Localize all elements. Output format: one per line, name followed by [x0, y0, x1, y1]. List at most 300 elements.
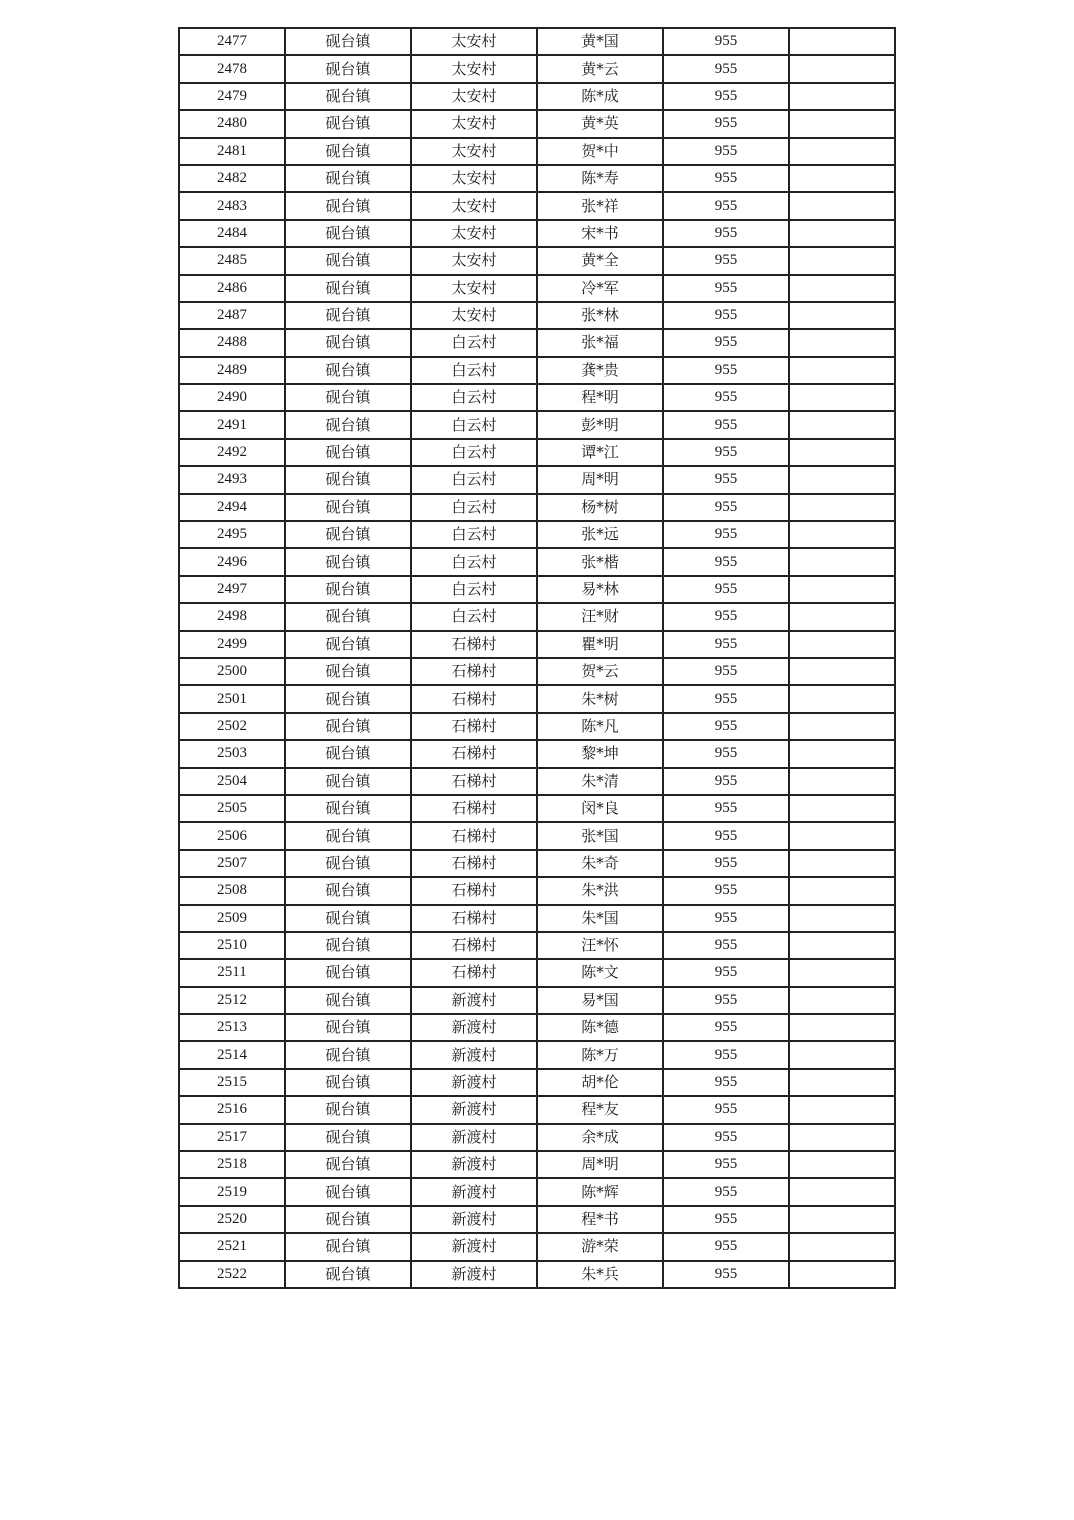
row-number-cell: 2507: [179, 850, 285, 877]
table-row: [179, 28, 895, 55]
table-row: [179, 165, 895, 192]
town-cell: 砚台镇: [285, 494, 411, 521]
amount-cell: 955: [663, 28, 789, 55]
name-cell: 宋*书: [537, 220, 663, 247]
row-number-cell: 2483: [179, 192, 285, 219]
town-cell: 砚台镇: [285, 959, 411, 986]
town-cell: 砚台镇: [285, 1178, 411, 1205]
note-cell: [789, 740, 895, 767]
row-number-cell: 2485: [179, 247, 285, 274]
row-number-cell: 2503: [179, 740, 285, 767]
town-cell: 砚台镇: [285, 658, 411, 685]
row-number-cell: 2484: [179, 220, 285, 247]
town-cell: 砚台镇: [285, 1041, 411, 1068]
row-number-cell: 2478: [179, 55, 285, 82]
table-row: [179, 959, 895, 986]
table-row: [179, 685, 895, 712]
row-number-cell: 2494: [179, 494, 285, 521]
note-cell: [789, 768, 895, 795]
village-cell: 白云村: [411, 548, 537, 575]
village-cell: 太安村: [411, 165, 537, 192]
table-row: [179, 275, 895, 302]
village-cell: 石梯村: [411, 740, 537, 767]
note-cell: [789, 494, 895, 521]
note-cell: [789, 1041, 895, 1068]
table-row: [179, 603, 895, 630]
village-cell: 石梯村: [411, 795, 537, 822]
town-cell: 砚台镇: [285, 138, 411, 165]
table-row: [179, 631, 895, 658]
row-number-cell: 2500: [179, 658, 285, 685]
row-number-cell: 2497: [179, 576, 285, 603]
amount-cell: 955: [663, 795, 789, 822]
note-cell: [789, 384, 895, 411]
note-cell: [789, 713, 895, 740]
document-page: [178, 27, 896, 1289]
name-cell: 谭*江: [537, 439, 663, 466]
amount-cell: 955: [663, 1261, 789, 1288]
note-cell: [789, 850, 895, 877]
village-cell: 新渡村: [411, 1233, 537, 1260]
town-cell: 砚台镇: [285, 384, 411, 411]
table-row: [179, 932, 895, 959]
table-row: [179, 1096, 895, 1123]
town-cell: 砚台镇: [285, 1014, 411, 1041]
name-cell: 易*林: [537, 576, 663, 603]
town-cell: 砚台镇: [285, 247, 411, 274]
row-number-cell: 2477: [179, 28, 285, 55]
table-row: [179, 1178, 895, 1205]
note-cell: [789, 795, 895, 822]
name-cell: 余*成: [537, 1124, 663, 1151]
name-cell: 贺*中: [537, 138, 663, 165]
name-cell: 闵*良: [537, 795, 663, 822]
table-row: [179, 850, 895, 877]
village-cell: 石梯村: [411, 877, 537, 904]
note-cell: [789, 1261, 895, 1288]
town-cell: 砚台镇: [285, 1233, 411, 1260]
town-cell: 砚台镇: [285, 631, 411, 658]
name-cell: 朱*奇: [537, 850, 663, 877]
note-cell: [789, 1233, 895, 1260]
town-cell: 砚台镇: [285, 411, 411, 438]
name-cell: 彭*明: [537, 411, 663, 438]
town-cell: 砚台镇: [285, 192, 411, 219]
row-number-cell: 2521: [179, 1233, 285, 1260]
village-cell: 石梯村: [411, 850, 537, 877]
amount-cell: 955: [663, 877, 789, 904]
name-cell: 张*福: [537, 329, 663, 356]
village-cell: 新渡村: [411, 1206, 537, 1233]
name-cell: 陈*文: [537, 959, 663, 986]
village-cell: 太安村: [411, 247, 537, 274]
row-number-cell: 2519: [179, 1178, 285, 1205]
name-cell: 张*楷: [537, 548, 663, 575]
name-cell: 冷*军: [537, 275, 663, 302]
table-row: [179, 576, 895, 603]
amount-cell: 955: [663, 850, 789, 877]
row-number-cell: 2496: [179, 548, 285, 575]
table-row: [179, 740, 895, 767]
village-cell: 石梯村: [411, 822, 537, 849]
village-cell: 石梯村: [411, 959, 537, 986]
row-number-cell: 2504: [179, 768, 285, 795]
amount-cell: 955: [663, 548, 789, 575]
name-cell: 贺*云: [537, 658, 663, 685]
amount-cell: 955: [663, 1151, 789, 1178]
town-cell: 砚台镇: [285, 165, 411, 192]
amount-cell: 955: [663, 1096, 789, 1123]
town-cell: 砚台镇: [285, 1096, 411, 1123]
village-cell: 太安村: [411, 138, 537, 165]
name-cell: 陈*辉: [537, 1178, 663, 1205]
table-row: [179, 302, 895, 329]
note-cell: [789, 466, 895, 493]
amount-cell: 955: [663, 411, 789, 438]
name-cell: 朱*树: [537, 685, 663, 712]
table-row: [179, 83, 895, 110]
amount-cell: 955: [663, 959, 789, 986]
note-cell: [789, 521, 895, 548]
table-row: [179, 329, 895, 356]
village-cell: 石梯村: [411, 768, 537, 795]
row-number-cell: 2486: [179, 275, 285, 302]
amount-cell: 955: [663, 1124, 789, 1151]
table-row: [179, 494, 895, 521]
town-cell: 砚台镇: [285, 302, 411, 329]
table-row: [179, 1069, 895, 1096]
note-cell: [789, 822, 895, 849]
row-number-cell: 2501: [179, 685, 285, 712]
table-row: [179, 138, 895, 165]
note-cell: [789, 658, 895, 685]
town-cell: 砚台镇: [285, 275, 411, 302]
table-row: [179, 1041, 895, 1068]
amount-cell: 955: [663, 987, 789, 1014]
amount-cell: 955: [663, 138, 789, 165]
row-number-cell: 2480: [179, 110, 285, 137]
row-number-cell: 2488: [179, 329, 285, 356]
note-cell: [789, 439, 895, 466]
town-cell: 砚台镇: [285, 713, 411, 740]
table-row: [179, 220, 895, 247]
town-cell: 砚台镇: [285, 685, 411, 712]
name-cell: 张*远: [537, 521, 663, 548]
village-cell: 白云村: [411, 466, 537, 493]
amount-cell: 955: [663, 822, 789, 849]
name-cell: 易*国: [537, 987, 663, 1014]
note-cell: [789, 1014, 895, 1041]
name-cell: 汪*财: [537, 603, 663, 630]
row-number-cell: 2511: [179, 959, 285, 986]
village-cell: 太安村: [411, 220, 537, 247]
table-row: [179, 384, 895, 411]
town-cell: 砚台镇: [285, 576, 411, 603]
village-cell: 新渡村: [411, 1096, 537, 1123]
village-cell: 太安村: [411, 192, 537, 219]
village-cell: 白云村: [411, 439, 537, 466]
name-cell: 陈*德: [537, 1014, 663, 1041]
name-cell: 黎*坤: [537, 740, 663, 767]
note-cell: [789, 1124, 895, 1151]
note-cell: [789, 138, 895, 165]
name-cell: 周*明: [537, 1151, 663, 1178]
note-cell: [789, 83, 895, 110]
row-number-cell: 2492: [179, 439, 285, 466]
roster-table: [178, 27, 896, 1289]
amount-cell: 955: [663, 55, 789, 82]
amount-cell: 955: [663, 275, 789, 302]
amount-cell: 955: [663, 603, 789, 630]
table-row: [179, 822, 895, 849]
row-number-cell: 2491: [179, 411, 285, 438]
town-cell: 砚台镇: [285, 329, 411, 356]
note-cell: [789, 55, 895, 82]
name-cell: 陈*成: [537, 83, 663, 110]
village-cell: 石梯村: [411, 658, 537, 685]
name-cell: 周*明: [537, 466, 663, 493]
village-cell: 新渡村: [411, 1014, 537, 1041]
name-cell: 汪*怀: [537, 932, 663, 959]
row-number-cell: 2508: [179, 877, 285, 904]
village-cell: 新渡村: [411, 1069, 537, 1096]
town-cell: 砚台镇: [285, 987, 411, 1014]
amount-cell: 955: [663, 466, 789, 493]
note-cell: [789, 959, 895, 986]
amount-cell: 955: [663, 521, 789, 548]
amount-cell: 955: [663, 576, 789, 603]
village-cell: 新渡村: [411, 1151, 537, 1178]
town-cell: 砚台镇: [285, 83, 411, 110]
amount-cell: 955: [663, 357, 789, 384]
table-row: [179, 1124, 895, 1151]
table-row: [179, 1206, 895, 1233]
name-cell: 黄*全: [537, 247, 663, 274]
village-cell: 太安村: [411, 55, 537, 82]
village-cell: 白云村: [411, 603, 537, 630]
name-cell: 张*国: [537, 822, 663, 849]
amount-cell: 955: [663, 768, 789, 795]
amount-cell: 955: [663, 685, 789, 712]
row-number-cell: 2506: [179, 822, 285, 849]
row-number-cell: 2489: [179, 357, 285, 384]
table-row: [179, 357, 895, 384]
row-number-cell: 2510: [179, 932, 285, 959]
table-row: [179, 768, 895, 795]
amount-cell: 955: [663, 658, 789, 685]
amount-cell: 955: [663, 494, 789, 521]
name-cell: 朱*洪: [537, 877, 663, 904]
note-cell: [789, 28, 895, 55]
town-cell: 砚台镇: [285, 1069, 411, 1096]
village-cell: 石梯村: [411, 685, 537, 712]
row-number-cell: 2498: [179, 603, 285, 630]
amount-cell: 955: [663, 932, 789, 959]
amount-cell: 955: [663, 83, 789, 110]
amount-cell: 955: [663, 192, 789, 219]
note-cell: [789, 685, 895, 712]
table-row: [179, 1261, 895, 1288]
village-cell: 新渡村: [411, 1124, 537, 1151]
village-cell: 白云村: [411, 384, 537, 411]
note-cell: [789, 548, 895, 575]
town-cell: 砚台镇: [285, 466, 411, 493]
note-cell: [789, 1069, 895, 1096]
town-cell: 砚台镇: [285, 795, 411, 822]
table-row: [179, 987, 895, 1014]
row-number-cell: 2518: [179, 1151, 285, 1178]
village-cell: 石梯村: [411, 631, 537, 658]
village-cell: 新渡村: [411, 1178, 537, 1205]
table-body: [179, 28, 895, 1288]
town-cell: 砚台镇: [285, 220, 411, 247]
note-cell: [789, 905, 895, 932]
row-number-cell: 2481: [179, 138, 285, 165]
town-cell: 砚台镇: [285, 877, 411, 904]
town-cell: 砚台镇: [285, 850, 411, 877]
town-cell: 砚台镇: [285, 1206, 411, 1233]
row-number-cell: 2509: [179, 905, 285, 932]
name-cell: 瞿*明: [537, 631, 663, 658]
amount-cell: 955: [663, 1178, 789, 1205]
table-row: [179, 192, 895, 219]
row-number-cell: 2517: [179, 1124, 285, 1151]
amount-cell: 955: [663, 302, 789, 329]
village-cell: 白云村: [411, 494, 537, 521]
village-cell: 白云村: [411, 329, 537, 356]
table-row: [179, 439, 895, 466]
row-number-cell: 2482: [179, 165, 285, 192]
amount-cell: 955: [663, 740, 789, 767]
note-cell: [789, 220, 895, 247]
table-row: [179, 411, 895, 438]
amount-cell: 955: [663, 1206, 789, 1233]
row-number-cell: 2514: [179, 1041, 285, 1068]
row-number-cell: 2516: [179, 1096, 285, 1123]
amount-cell: 955: [663, 1014, 789, 1041]
amount-cell: 955: [663, 1233, 789, 1260]
town-cell: 砚台镇: [285, 932, 411, 959]
table-row: [179, 877, 895, 904]
note-cell: [789, 877, 895, 904]
amount-cell: 955: [663, 220, 789, 247]
name-cell: 陈*凡: [537, 713, 663, 740]
town-cell: 砚台镇: [285, 603, 411, 630]
town-cell: 砚台镇: [285, 357, 411, 384]
table-row: [179, 55, 895, 82]
note-cell: [789, 631, 895, 658]
town-cell: 砚台镇: [285, 28, 411, 55]
village-cell: 白云村: [411, 411, 537, 438]
table-row: [179, 658, 895, 685]
name-cell: 程*明: [537, 384, 663, 411]
row-number-cell: 2520: [179, 1206, 285, 1233]
row-number-cell: 2513: [179, 1014, 285, 1041]
row-number-cell: 2522: [179, 1261, 285, 1288]
village-cell: 白云村: [411, 357, 537, 384]
town-cell: 砚台镇: [285, 548, 411, 575]
amount-cell: 955: [663, 713, 789, 740]
note-cell: [789, 192, 895, 219]
note-cell: [789, 1178, 895, 1205]
note-cell: [789, 603, 895, 630]
town-cell: 砚台镇: [285, 1261, 411, 1288]
table-row: [179, 1233, 895, 1260]
village-cell: 太安村: [411, 110, 537, 137]
table-row: [179, 905, 895, 932]
village-cell: 新渡村: [411, 1261, 537, 1288]
note-cell: [789, 247, 895, 274]
village-cell: 太安村: [411, 28, 537, 55]
village-cell: 石梯村: [411, 905, 537, 932]
note-cell: [789, 1151, 895, 1178]
table-row: [179, 466, 895, 493]
name-cell: 张*林: [537, 302, 663, 329]
note-cell: [789, 329, 895, 356]
table-row: [179, 548, 895, 575]
note-cell: [789, 987, 895, 1014]
row-number-cell: 2490: [179, 384, 285, 411]
name-cell: 龚*贵: [537, 357, 663, 384]
table-row: [179, 713, 895, 740]
amount-cell: 955: [663, 905, 789, 932]
amount-cell: 955: [663, 1069, 789, 1096]
town-cell: 砚台镇: [285, 110, 411, 137]
note-cell: [789, 357, 895, 384]
name-cell: 黄*云: [537, 55, 663, 82]
row-number-cell: 2479: [179, 83, 285, 110]
amount-cell: 955: [663, 247, 789, 274]
name-cell: 陈*万: [537, 1041, 663, 1068]
row-number-cell: 2505: [179, 795, 285, 822]
town-cell: 砚台镇: [285, 521, 411, 548]
town-cell: 砚台镇: [285, 1124, 411, 1151]
note-cell: [789, 1206, 895, 1233]
note-cell: [789, 1096, 895, 1123]
row-number-cell: 2502: [179, 713, 285, 740]
table-row: [179, 110, 895, 137]
village-cell: 石梯村: [411, 713, 537, 740]
table-row: [179, 1014, 895, 1041]
row-number-cell: 2493: [179, 466, 285, 493]
amount-cell: 955: [663, 631, 789, 658]
name-cell: 朱*清: [537, 768, 663, 795]
name-cell: 陈*寿: [537, 165, 663, 192]
name-cell: 杨*树: [537, 494, 663, 521]
village-cell: 新渡村: [411, 987, 537, 1014]
name-cell: 张*祥: [537, 192, 663, 219]
town-cell: 砚台镇: [285, 439, 411, 466]
table-row: [179, 521, 895, 548]
row-number-cell: 2499: [179, 631, 285, 658]
name-cell: 程*书: [537, 1206, 663, 1233]
amount-cell: 955: [663, 384, 789, 411]
amount-cell: 955: [663, 439, 789, 466]
village-cell: 新渡村: [411, 1041, 537, 1068]
note-cell: [789, 165, 895, 192]
town-cell: 砚台镇: [285, 740, 411, 767]
note-cell: [789, 932, 895, 959]
town-cell: 砚台镇: [285, 822, 411, 849]
name-cell: 程*友: [537, 1096, 663, 1123]
note-cell: [789, 576, 895, 603]
table-row: [179, 1151, 895, 1178]
note-cell: [789, 411, 895, 438]
name-cell: 朱*国: [537, 905, 663, 932]
name-cell: 胡*伦: [537, 1069, 663, 1096]
amount-cell: 955: [663, 165, 789, 192]
row-number-cell: 2515: [179, 1069, 285, 1096]
